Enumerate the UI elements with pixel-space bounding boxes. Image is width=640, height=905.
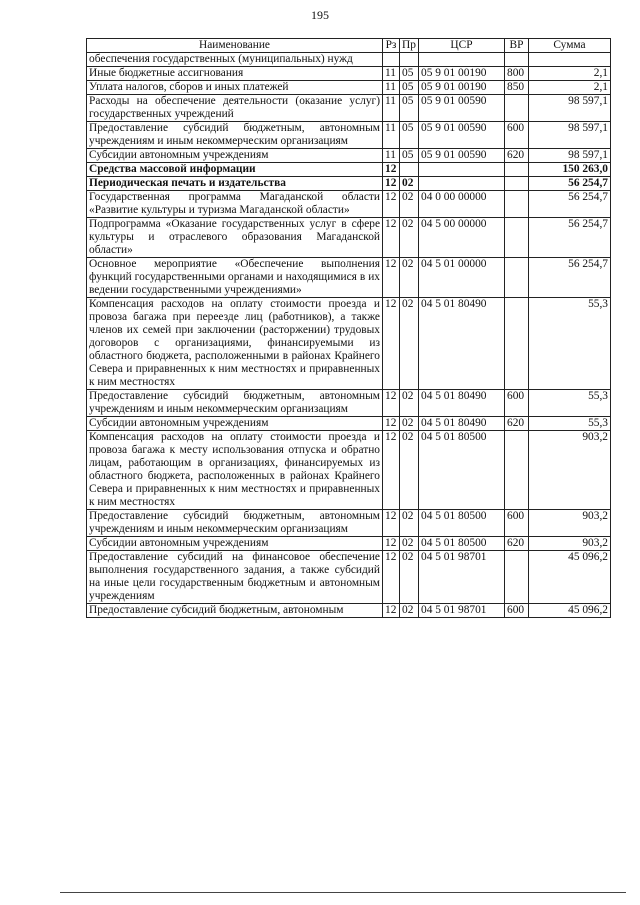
cell-vr [505, 551, 529, 604]
cell-rz: 11 [383, 81, 400, 95]
cell-vr [505, 177, 529, 191]
cell-sum: 56 254,7 [529, 258, 611, 298]
cell-rz: 12 [383, 298, 400, 390]
cell-rz: 12 [383, 390, 400, 417]
cell-sum: 55,3 [529, 298, 611, 390]
cell-pr: 02 [400, 390, 419, 417]
cell-sum: 2,1 [529, 67, 611, 81]
header-vr: ВР [505, 39, 529, 53]
cell-csr: 05 9 01 00590 [419, 122, 505, 149]
cell-name: Предоставление субсидий бюджетным, автономным учреждениям и иным некоммерческим организациям [87, 510, 383, 537]
cell-name: Государственная программа Магаданской области «Развитие культуры и туризма Магаданской области» [87, 191, 383, 218]
table-header-row [87, 39, 611, 53]
cell-sum: 98 597,1 [529, 149, 611, 163]
cell-sum: 45 096,2 [529, 604, 611, 618]
cell-pr: 02 [400, 298, 419, 390]
cell-csr: 05 9 01 00590 [419, 95, 505, 122]
cell-rz: 12 [383, 510, 400, 537]
header-name: Наименование [87, 39, 383, 53]
cell-pr: 05 [400, 81, 419, 95]
cell-pr: 02 [400, 218, 419, 258]
cell-pr: 05 [400, 95, 419, 122]
cell-rz: 12 [383, 537, 400, 551]
cell-vr [505, 163, 529, 177]
cell-vr: 600 [505, 390, 529, 417]
table-row [87, 604, 611, 618]
page-number: 195 [311, 8, 329, 22]
cell-pr: 02 [400, 510, 419, 537]
cell-pr: 02 [400, 177, 419, 191]
budget-table [86, 38, 611, 618]
cell-csr: 05 9 01 00590 [419, 149, 505, 163]
cell-rz: 12 [383, 417, 400, 431]
cell-pr: 02 [400, 191, 419, 218]
cell-vr [505, 95, 529, 122]
cell-name: Предоставление субсидий бюджетным, автономным учреждениям и иным некоммерческим организациям [87, 390, 383, 417]
cell-csr: 04 5 01 80500 [419, 431, 505, 510]
cell-vr [505, 298, 529, 390]
cell-sum: 903,2 [529, 510, 611, 537]
table-row [87, 122, 611, 149]
cell-vr: 800 [505, 67, 529, 81]
cell-name: Компенсация расходов на оплату стоимости проезда и провоза багажа к месту использования отпуска и обратно лицам, работающим в организациях, финансируемых из областного бюджета, расположенных в районах Крайнего Севера и приравненных к ним местностях и приравненных к ним местностях [87, 431, 383, 510]
cell-sum: 56 254,7 [529, 177, 611, 191]
cell-name: Субсидии автономным учреждениям [87, 149, 383, 163]
cell-vr [505, 191, 529, 218]
cell-vr: 620 [505, 417, 529, 431]
table-row [87, 258, 611, 298]
table-row [87, 95, 611, 122]
cell-pr: 05 [400, 67, 419, 81]
cell-sum: 903,2 [529, 537, 611, 551]
table-row [87, 510, 611, 537]
cell-name: Предоставление субсидий бюджетным, автономным [87, 604, 383, 618]
table-row [87, 298, 611, 390]
table-row [87, 537, 611, 551]
table-row [87, 551, 611, 604]
cell-name: Предоставление субсидий на финансовое обеспечение выполнения государственного задания, а также субсидий на иные цели государственным бюджетным и автономным учреждениям [87, 551, 383, 604]
cell-csr: 04 5 00 00000 [419, 218, 505, 258]
cell-rz: 12 [383, 191, 400, 218]
table-row [87, 218, 611, 258]
table-row [87, 81, 611, 95]
cell-name: Предоставление субсидий бюджетным, автономным учреждениям и иным некоммерческим организациям [87, 122, 383, 149]
cell-vr: 600 [505, 510, 529, 537]
cell-csr: 05 9 01 00190 [419, 81, 505, 95]
footer-divider [60, 892, 626, 893]
cell-vr: 620 [505, 149, 529, 163]
cell-rz: 12 [383, 431, 400, 510]
table-row [87, 390, 611, 417]
cell-name: Периодическая печать и издательства [87, 177, 383, 191]
cell-pr: 02 [400, 604, 419, 618]
cell-csr: 04 5 01 98701 [419, 604, 505, 618]
cell-sum: 55,3 [529, 417, 611, 431]
header-pr: Пр [400, 39, 419, 53]
cell-csr: 04 5 01 80500 [419, 510, 505, 537]
cell-vr [505, 431, 529, 510]
cell-sum: 55,3 [529, 390, 611, 417]
cell-csr: 05 9 01 00190 [419, 67, 505, 81]
cell-sum: 903,2 [529, 431, 611, 510]
cell-pr [400, 163, 419, 177]
cell-name: Расходы на обеспечение деятельности (оказание услуг) государственных учреждений [87, 95, 383, 122]
table-row [87, 149, 611, 163]
cell-rz: 12 [383, 177, 400, 191]
cell-vr: 850 [505, 81, 529, 95]
cell-rz: 12 [383, 163, 400, 177]
cell-csr: 04 5 01 00000 [419, 258, 505, 298]
cell-rz: 11 [383, 95, 400, 122]
cell-vr [505, 258, 529, 298]
cell-name: Иные бюджетные ассигнования [87, 67, 383, 81]
cell-pr: 02 [400, 417, 419, 431]
cell-sum: 45 096,2 [529, 551, 611, 604]
cell-rz: 11 [383, 149, 400, 163]
cell-csr [419, 53, 505, 67]
cell-vr: 600 [505, 604, 529, 618]
cell-rz: 12 [383, 551, 400, 604]
cell-csr: 04 5 01 80490 [419, 417, 505, 431]
cell-name: Средства массовой информации [87, 163, 383, 177]
cell-vr [505, 218, 529, 258]
cell-name: Подпрограмма «Оказание государственных услуг в сфере культуры и отраслевого образования Магаданской области» [87, 218, 383, 258]
cell-csr: 04 5 01 80490 [419, 298, 505, 390]
cell-rz: 12 [383, 218, 400, 258]
cell-name: Субсидии автономным учреждениям [87, 417, 383, 431]
cell-sum: 56 254,7 [529, 191, 611, 218]
cell-sum: 98 597,1 [529, 95, 611, 122]
cell-pr: 05 [400, 122, 419, 149]
cell-name: Основное мероприятие «Обеспечение выполнения функций государственными органами и находящимися в их ведении государственными учреждениями» [87, 258, 383, 298]
table-row [87, 177, 611, 191]
cell-rz: 11 [383, 67, 400, 81]
table-body [87, 53, 611, 618]
table-row [87, 67, 611, 81]
header-sum: Сумма [529, 39, 611, 53]
cell-vr: 620 [505, 537, 529, 551]
cell-rz: 12 [383, 258, 400, 298]
cell-name: Компенсация расходов на оплату стоимости проезда и провоза багажа при переезде лиц (работников), а также членов их семей при заключении (расторжении) трудовых договоров с организациями, финансируемыми из областного бюджета, расположенными в районах Крайнего Севера и приравненных к ним местностях и приравненных к ним местностях [87, 298, 383, 390]
table-row [87, 191, 611, 218]
cell-pr: 02 [400, 551, 419, 604]
cell-pr: 02 [400, 537, 419, 551]
table-row [87, 417, 611, 431]
cell-csr: 04 0 00 00000 [419, 191, 505, 218]
cell-sum: 98 597,1 [529, 122, 611, 149]
table-row [87, 431, 611, 510]
cell-vr: 600 [505, 122, 529, 149]
cell-csr: 04 5 01 80490 [419, 390, 505, 417]
cell-csr: 04 5 01 80500 [419, 537, 505, 551]
cell-vr [505, 53, 529, 67]
header-csr: ЦСР [419, 39, 505, 53]
cell-name: Уплата налогов, сборов и иных платежей [87, 81, 383, 95]
cell-sum [529, 53, 611, 67]
cell-name: Субсидии автономным учреждениям [87, 537, 383, 551]
cell-name: обеспечения государственных (муниципальных) нужд [87, 53, 383, 67]
cell-pr: 02 [400, 258, 419, 298]
table-row [87, 163, 611, 177]
cell-pr [400, 53, 419, 67]
cell-sum: 2,1 [529, 81, 611, 95]
cell-pr: 05 [400, 149, 419, 163]
cell-sum: 56 254,7 [529, 218, 611, 258]
cell-rz [383, 53, 400, 67]
cell-csr: 04 5 01 98701 [419, 551, 505, 604]
table-row [87, 53, 611, 67]
cell-pr: 02 [400, 431, 419, 510]
cell-csr [419, 177, 505, 191]
header-rz: Рз [383, 39, 400, 53]
cell-rz: 11 [383, 122, 400, 149]
cell-sum: 150 263,0 [529, 163, 611, 177]
cell-rz: 12 [383, 604, 400, 618]
cell-csr [419, 163, 505, 177]
